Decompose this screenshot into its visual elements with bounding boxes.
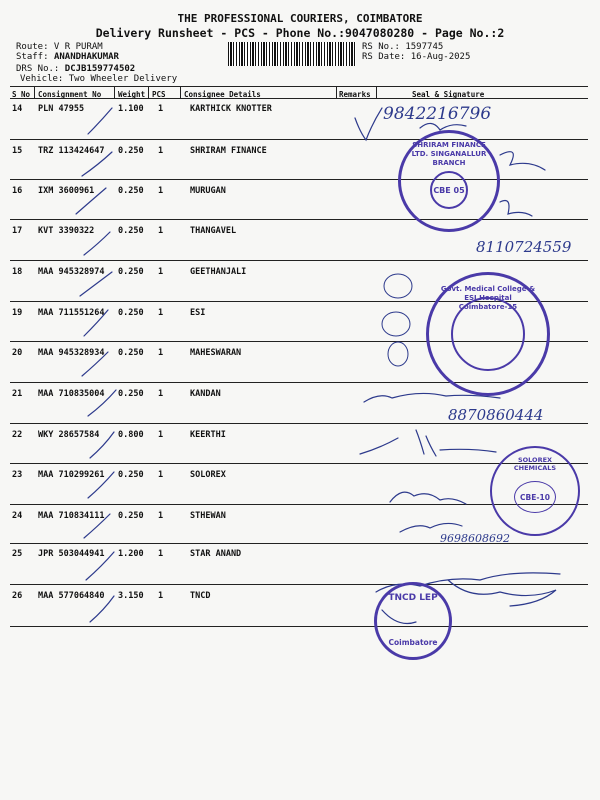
signature [390, 492, 466, 504]
tick-mark [84, 514, 110, 538]
row-sno: 15 [12, 146, 23, 156]
drs-label: DRS No.: [16, 64, 60, 74]
date-mark [382, 312, 410, 336]
seal-text: SHRIRAM FINANCE LTD. SINGANALLUR BRANCH [411, 141, 487, 167]
company-title: THE PROFESSIONAL COURIERS, COIMBATORE [177, 12, 423, 25]
col-weight: Weight [118, 90, 146, 99]
runsheet-subtitle: Delivery Runsheet - PCS - Phone No.:9047080280 - Page No.:2 [95, 26, 505, 40]
row-weight: 0.250 [118, 470, 144, 480]
row-pcs: 1 [158, 511, 164, 521]
row-consignment: MAA 577064840 [38, 591, 105, 601]
row-consignee: SHRIRAM FINANCE [190, 146, 267, 156]
row-consignee: THANGAVEL [190, 226, 237, 236]
row-weight: 0.250 [118, 511, 144, 521]
signature-scribble [500, 201, 532, 217]
row-sno: 24 [12, 511, 23, 521]
row-pcs: 1 [158, 549, 164, 559]
col-remarks: Remarks [339, 90, 371, 99]
row-sno: 22 [12, 430, 23, 440]
row-consignment: KVT 3390322 [38, 226, 95, 236]
tick-mark [88, 472, 114, 498]
date-mark [388, 342, 408, 366]
signature [360, 430, 496, 456]
row-weight: 0.250 [118, 226, 144, 236]
row-sno: 18 [12, 267, 23, 277]
row-consignment: MAA 710834111 [38, 511, 105, 521]
tick-mark [88, 390, 116, 416]
seal-text: Govt. Medical College & ESI Hospital Coimbatore-15 [440, 285, 536, 311]
row-consignee: STHEWAN [190, 511, 226, 521]
handwritten-phone: 8110724559 [476, 238, 572, 256]
tick-mark [90, 596, 114, 622]
row-consignment: TRZ 113424647 [38, 146, 105, 156]
row-consignee: GEETHANJALI [190, 267, 247, 277]
seal-city: Coimbatore [388, 638, 438, 647]
row-weight: 0.800 [118, 430, 144, 440]
staff-name: ANANDHAKUMAR [53, 52, 119, 62]
row-pcs: 1 [158, 146, 164, 156]
row-sno: 26 [12, 591, 23, 601]
col-consignment: Consignment No [38, 90, 102, 99]
row-pcs: 1 [158, 389, 164, 399]
seal-text: TNCD LEP [388, 593, 438, 603]
col-pcs: PCS [152, 90, 166, 99]
row-pcs: 1 [158, 348, 164, 358]
row-consignment: PLN 47955 [38, 104, 85, 114]
row-consignment: WKY 28657584 [38, 430, 100, 440]
handwritten-phone: 8870860444 [448, 406, 544, 424]
staff-label: Staff: [16, 52, 49, 62]
seal-code: CBE 05 [430, 171, 468, 209]
row-pcs: 1 [158, 430, 164, 440]
row-consignment: MAA 945328934 [38, 348, 105, 358]
row-consignee: SOLOREX [190, 470, 226, 480]
row-consignee: KANDAN [190, 389, 221, 399]
row-consignment: MAA 945328974 [38, 267, 105, 277]
row-sno: 19 [12, 308, 23, 318]
row-weight: 0.250 [118, 146, 144, 156]
row-consignee: MURUGAN [190, 186, 226, 196]
row-pcs: 1 [158, 186, 164, 196]
row-sno: 20 [12, 348, 23, 358]
solorex-seal [490, 446, 580, 536]
row-sno: 23 [12, 470, 23, 480]
tick-mark [86, 552, 114, 580]
row-sno: 21 [12, 389, 23, 399]
row-consignee: STAR ANAND [190, 549, 242, 559]
row-pcs: 1 [158, 104, 164, 114]
esi-hospital-seal [426, 272, 550, 396]
row-weight: 0.250 [118, 267, 144, 277]
vehicle-text: Vehicle: Two Wheeler Delivery [20, 74, 178, 84]
row-sno: 16 [12, 186, 23, 196]
row-weight: 0.250 [118, 389, 144, 399]
rs-number: RS No.: 1597745 [362, 42, 444, 52]
row-pcs: 1 [158, 226, 164, 236]
row-weight: 0.250 [118, 348, 144, 358]
row-consignee: TNCD [190, 591, 211, 601]
seal-code: CBE-10 [514, 481, 556, 513]
date-mark [384, 274, 412, 298]
row-weight: 1.100 [118, 104, 144, 114]
row-sno: 14 [12, 104, 23, 114]
row-weight: 3.150 [118, 591, 144, 601]
signature [400, 523, 462, 532]
row-pcs: 1 [158, 308, 164, 318]
col-sno: S No [12, 90, 31, 99]
tick-mark [82, 352, 108, 376]
row-consignment: IXM 3600961 [38, 186, 95, 196]
col-consignee: Consignee Details [184, 90, 261, 99]
remark-tick [355, 108, 382, 140]
row-consignment: MAA 711551264 [38, 308, 105, 318]
col-seal: Seal & Signature [412, 90, 485, 99]
row-sno: 25 [12, 549, 23, 559]
row-consignment: JPR 503044941 [38, 549, 105, 559]
tick-mark [88, 108, 112, 134]
tick-mark [84, 232, 110, 255]
row-pcs: 1 [158, 591, 164, 601]
row-consignee: MAHESWARAN [190, 348, 242, 358]
row-consignee: KEERTHI [190, 430, 226, 440]
row-weight: 1.200 [118, 549, 144, 559]
shriram-seal [398, 130, 500, 232]
route-text: Route: V R PURAM [16, 42, 103, 52]
drs-number: DCJB159774502 [64, 64, 136, 74]
rs-date: RS Date: 16-Aug-2025 [362, 52, 471, 62]
row-pcs: 1 [158, 470, 164, 480]
signature [420, 123, 466, 130]
tncd-seal [374, 582, 452, 660]
tick-mark [76, 188, 106, 214]
signature-scribble [500, 152, 545, 170]
seal-text: SOLOREX CHEMICALS [513, 456, 557, 472]
row-consignment: MAA 710299261 [38, 470, 105, 480]
row-pcs: 1 [158, 267, 164, 277]
tick-mark [90, 432, 114, 458]
tick-mark [82, 152, 112, 176]
row-weight: 0.250 [118, 186, 144, 196]
signature-scribble [448, 580, 556, 606]
row-consignee: KARTHICK KNOTTER [190, 104, 272, 114]
tick-mark [80, 272, 112, 296]
row-sno: 17 [12, 226, 23, 236]
row-weight: 0.250 [118, 308, 144, 318]
handwritten-phone: 9842216796 [383, 104, 492, 124]
row-consignee: ESI [190, 308, 206, 318]
row-consignment: MAA 710835004 [38, 389, 105, 399]
tick-mark [84, 310, 108, 336]
handwritten-phone: 9698608692 [440, 532, 510, 545]
